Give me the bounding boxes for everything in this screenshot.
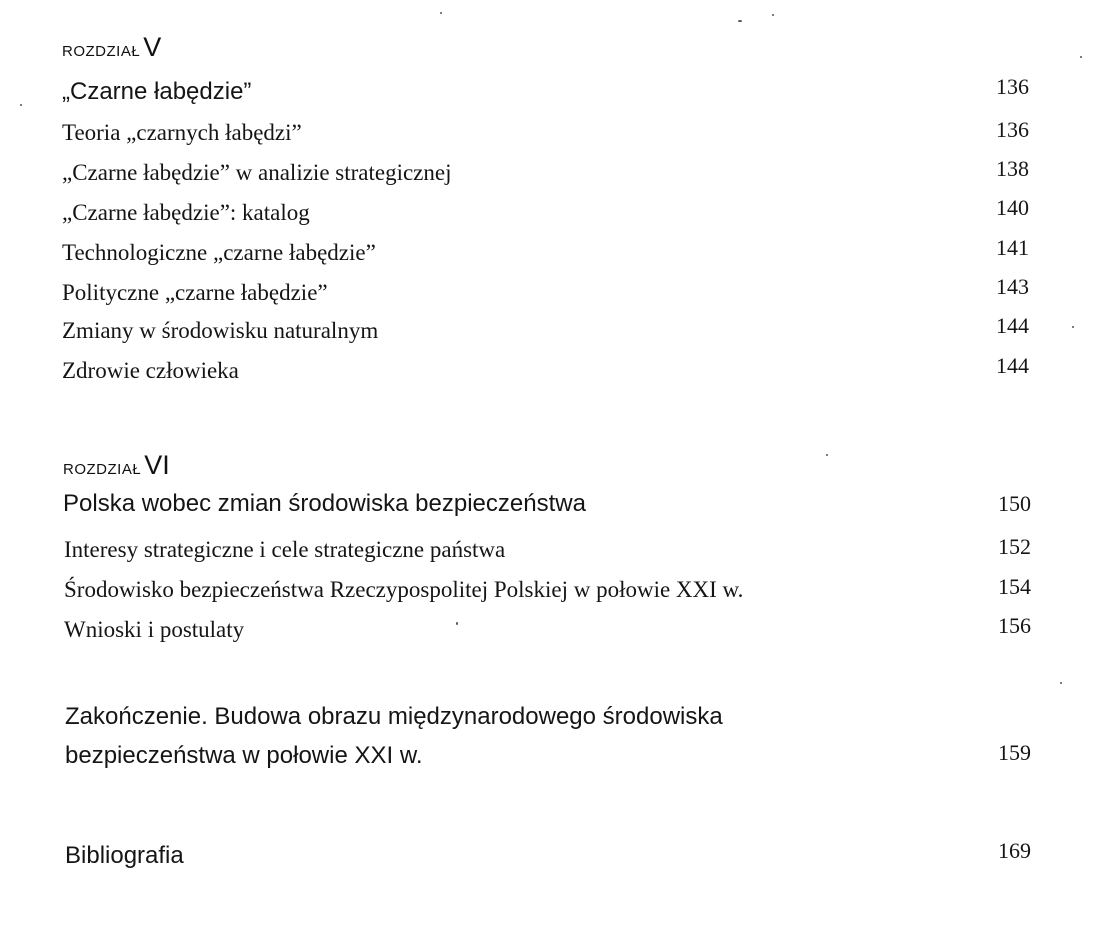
toc-entry-title: „Czarne łabędzie” w analizie strategicznej (62, 160, 452, 185)
toc-entry-title: Środowisko bezpieczeństwa Rzeczypospolitej Polskiej w połowie XXI w. (64, 577, 744, 602)
conclusion-page: 159 (998, 740, 1031, 765)
chapter-6-page: 150 (998, 491, 1031, 516)
scan-speck (738, 20, 742, 22)
toc-entry-page: 144 (996, 313, 1029, 338)
chapter-5-page: 136 (996, 74, 1029, 99)
chapter-5-title: „Czarne łabędzie” (62, 78, 252, 105)
toc-entry-page: 141 (996, 235, 1029, 260)
toc-entry-page: 138 (996, 156, 1029, 181)
toc-entry-page: 152 (998, 534, 1031, 559)
chapter-6-numeral: VI (144, 450, 170, 480)
toc-entry-page: 144 (996, 353, 1029, 378)
chapter-6-label-word: ROZDZIAŁ (63, 461, 142, 478)
toc-entry-page: 156 (998, 613, 1031, 638)
toc-entry-title: Technologiczne „czarne łabędzie” (62, 240, 376, 265)
chapter-5-label-word: ROZDZIAŁ (62, 43, 141, 60)
toc-entry-title: Zmiany w środowisku naturalnym (62, 318, 379, 343)
toc-entry-title: Teoria „czarnych łabędzi” (62, 120, 302, 145)
conclusion-title-line-1: Zakończenie. Budowa obrazu międzynarodowego środowiska (65, 703, 723, 730)
toc-entry-title: „Czarne łabędzie”: katalog (62, 200, 310, 225)
scan-speck (772, 14, 774, 16)
scan-speck (826, 454, 828, 456)
scan-speck (1060, 682, 1062, 684)
scan-speck (1080, 56, 1082, 58)
toc-entry-page: 154 (998, 574, 1031, 599)
toc-entry-page: 143 (996, 274, 1029, 299)
scan-speck (20, 104, 22, 106)
bibliography-title: Bibliografia (65, 842, 184, 869)
toc-entry-title: Wnioski i postulaty (64, 617, 245, 642)
scan-speck (456, 622, 458, 625)
scan-speck (1072, 326, 1074, 328)
bibliography-page: 169 (998, 838, 1031, 863)
toc-entry-title: Polityczne „czarne łabędzie” (62, 280, 328, 305)
chapter-6-label (63, 450, 170, 481)
toc-entry-title: Zdrowie człowieka (62, 358, 239, 383)
toc-entry-page: 140 (996, 195, 1029, 220)
chapter-5-numeral: V (143, 32, 162, 62)
toc-entry-page: 136 (996, 117, 1029, 142)
chapter-5-label (62, 32, 161, 63)
chapter-6-title: Polska wobec zmian środowiska bezpieczeństwa (63, 490, 586, 517)
toc-entry-title: Interesy strategiczne i cele strategiczne państwa (64, 537, 506, 562)
scan-speck (440, 12, 442, 14)
conclusion-title-line-2: bezpieczeństwa w połowie XXI w. (65, 742, 423, 769)
